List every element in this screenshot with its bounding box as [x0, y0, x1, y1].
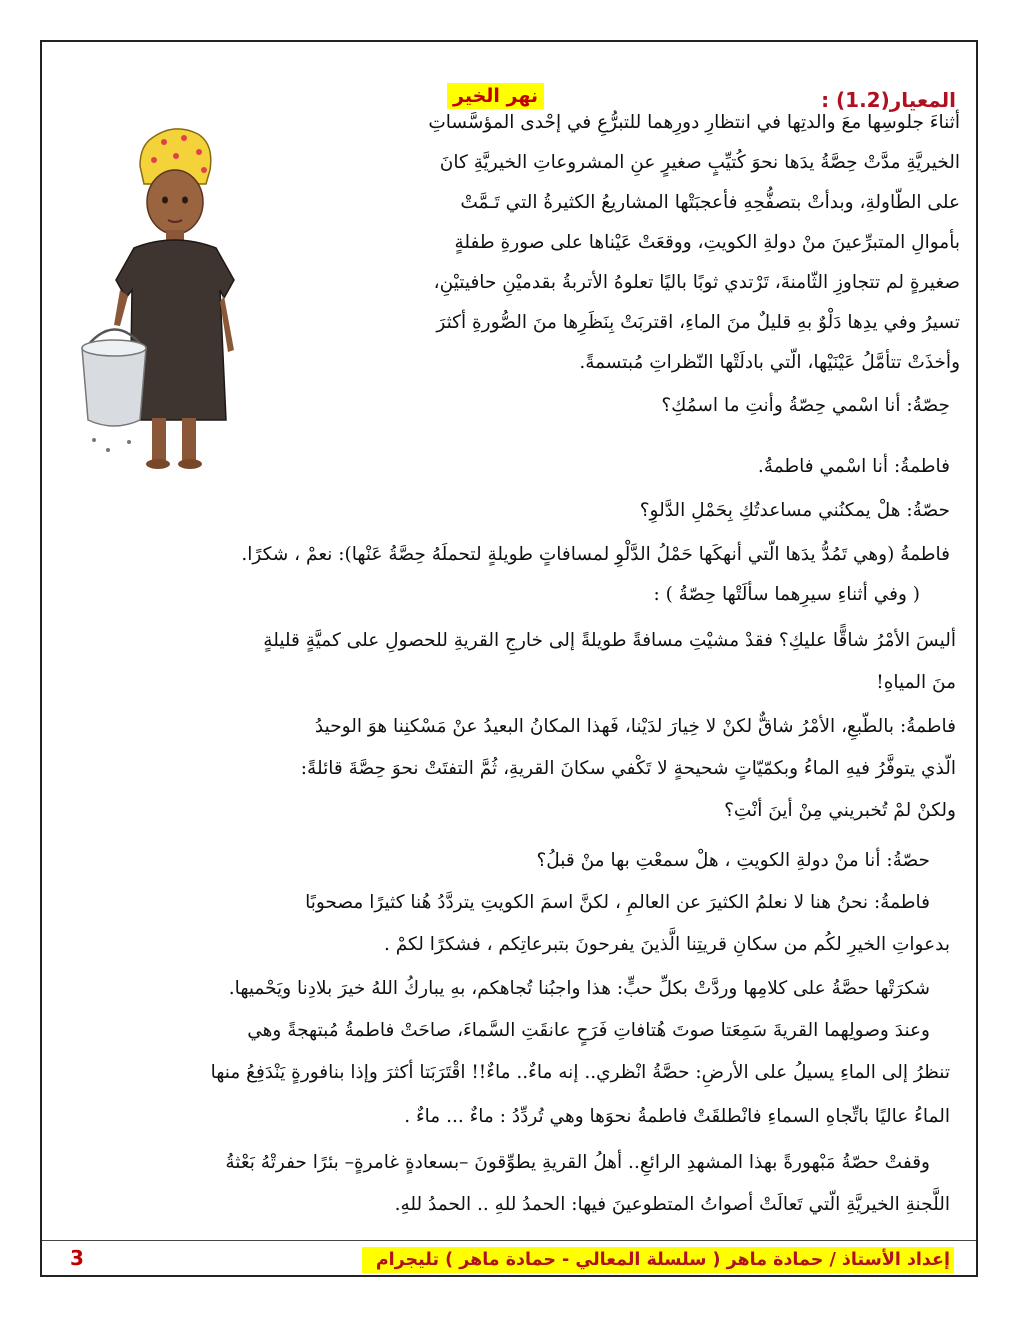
- dialogue-line: فاطمةُ: أنا اسْمي فاطمةُ.: [757, 456, 950, 477]
- dialogue-line: فاطمةُ (وهي تَمُدُّ يدَها الّتي أنهكَها حَمْلُ الدَّلْوِ لمسافاتٍ طويلةٍ لتحملَهُ حِصَّةُ عَنْها): نعمْ ، شكرًا.: [241, 544, 950, 565]
- page-number: 3: [70, 1246, 84, 1270]
- dialogue-line: حصّةُ: هلْ يمكنُني مساعدتُكِ بِحَمْلِ الدَّلوِ؟: [639, 500, 950, 521]
- criterion-label: المعيار(1.2) :: [821, 88, 956, 112]
- closing-line: تنظرُ إلى الماءِ يسيلُ على الأرضِ: حصَّةُ انْظري.. إنه ماءٌ.. ماءٌ!! اقْتَرَبَتا أكثرَ وإذا بنافورةٍ يَنْدَفِعُ منها: [210, 1062, 950, 1083]
- closing-line: اللَّجنةِ الخيريَّةِ الّتي تَعالَتْ أصواتُ المتطوعينَ فيها: الحمدُ للهِ .. الحمدُ للهِ.: [394, 1194, 950, 1215]
- closing-line: الماءُ عاليًا باتِّجاهِ السماءِ فانْطلقَتْ فاطمةُ نحوَها وهي تُردِّدُ : ماءٌ ... ماءٌ .: [404, 1106, 950, 1127]
- answer-line: الّذي يتوفَّرُ فيهِ الماءُ وبكمّيّاتٍ شحيحةٍ لا تَكْفي سكانَ القريةِ، ثُمَّ التفتَتْ نحوَ حِصَّةَ قائلةً:: [300, 758, 956, 779]
- dialogue-line: ( وفي أثناءِ سيرِهما سألَتْها حِصّةُ ) :: [653, 584, 920, 605]
- closing-line: وقفتْ حصّةُ مَبْهورةً بهذا المشهدِ الرائعِ.. أهلُ القريةِ يطوِّقونَ –بسعادةٍ غامرةٍ– بئرًا حفرتْهُ بَعْثةُ: [225, 1152, 930, 1173]
- footer-credit: إعداد الأستاذ / حمادة ماهر ( سلسلة المعالي - حمادة ماهر ) تليجرام: [362, 1247, 954, 1273]
- intro-line: الخيريَّةِ مدَّتْ حِصَّةُ يدَها نحوَ كُتيِّبٍ صغيرٍ عنِ المشروعاتِ الخيريَّةِ كانَ: [439, 152, 960, 173]
- girl-with-bucket-illustration: [74, 120, 270, 480]
- closing-line: شكرَتْها حصَّةُ على كلامِها وردَّتْ بكلِّ حبٍّ: هذا واجبُنا تُجاهكم، بهِ يباركُ اللهُ خيرَ بلادِنا ويَحْميها.: [228, 978, 930, 999]
- reply-line: فاطمةُ: نحنُ هنا لا نعلمُ الكثيرَ عن العالمِ ، لكنَّ اسمَ الكويتِ يتردَّدُ هُنا كثيرًا مصحوبًا: [305, 892, 930, 913]
- intro-line: بأموالِ المتبرِّعينَ منْ دولةِ الكويتِ، ووقعَتْ عَيْناها على صورةِ طفلةٍ: [454, 232, 960, 253]
- intro-line: تسيرُ وفي يدِها دَلْوٌ بهِ قليلٌ منَ الماءِ، اقتربَتْ بِنَظَرِها منَ الصُّورةِ أكثرَ: [436, 312, 960, 333]
- story-title: نهر الخير: [447, 83, 544, 109]
- question-line: أليسَ الأمْرُ شاقًّا عليكِ؟ فقدْ مشيْتِ مسافةً طويلةً إلى خارجِ القريةِ للحصولِ على كميَّةٍ قليلةٍ: [263, 630, 956, 651]
- intro-line: على الطّاولةِ، وبدأتْ بتصفُّحِهِ فأعجبَتْها المشاريعُ الكثيرةُ التي تَـمَّتْ: [460, 192, 960, 213]
- dialogue-line: حِصّةُ: أنا اسْمي حِصّةُ وأنتِ ما اسمُكِ؟: [661, 395, 950, 416]
- footer-divider: [42, 1240, 976, 1241]
- answer-line: فاطمةُ: بالطّبعِ، الأمْرُ شاقٌّ لكنْ لا خِيارَ لدَيْنا، فَهذا المكانُ البعيدُ عنْ مَسْكنِنا هوَ الوحيدُ: [314, 716, 956, 737]
- closing-line: وعندَ وصولِهما القريةَ سَمِعَتا صوتَ هُتافاتِ فَرَحٍ عانقَتِ السَّماءَ، صاحَتْ فاطمةُ مُبتهجةً وهي: [247, 1020, 930, 1041]
- intro-line: صغيرةٍ لم تتجاوزِ الثّامنةَ، تَرْتدي ثوبًا باليًا تعلوهُ الأتربةُ بقدميْنِ حافيتيْنِ،: [433, 272, 960, 293]
- reply-line: بدعواتِ الخيرِ لكُم من سكانِ قريتِنا الَّذينَ يفرحونَ بتبرعاتِكم ، فشكرًا لكمْ .: [383, 934, 950, 955]
- answer-line: ولكنْ لمْ تُخبريني مِنْ أينَ أنْتِ؟: [724, 800, 956, 821]
- intro-line: وأخذَتْ تتأمَّلُ عَيْنَيْها، الّتي بادلَتْها النّظراتِ مُبتسمةً.: [579, 352, 960, 373]
- question-line: منَ المياهِ!: [876, 672, 956, 693]
- intro-line: أثناءَ جلوسِها معَ والدتِها في انتظارِ دورِهما للتبرُّعِ في إحْدى المؤسَّساتِ: [428, 112, 960, 133]
- kuwait-line: حصّةُ: أنا منْ دولةِ الكويتِ ، هلْ سمعْتِ بها منْ قبلُ؟: [536, 850, 930, 871]
